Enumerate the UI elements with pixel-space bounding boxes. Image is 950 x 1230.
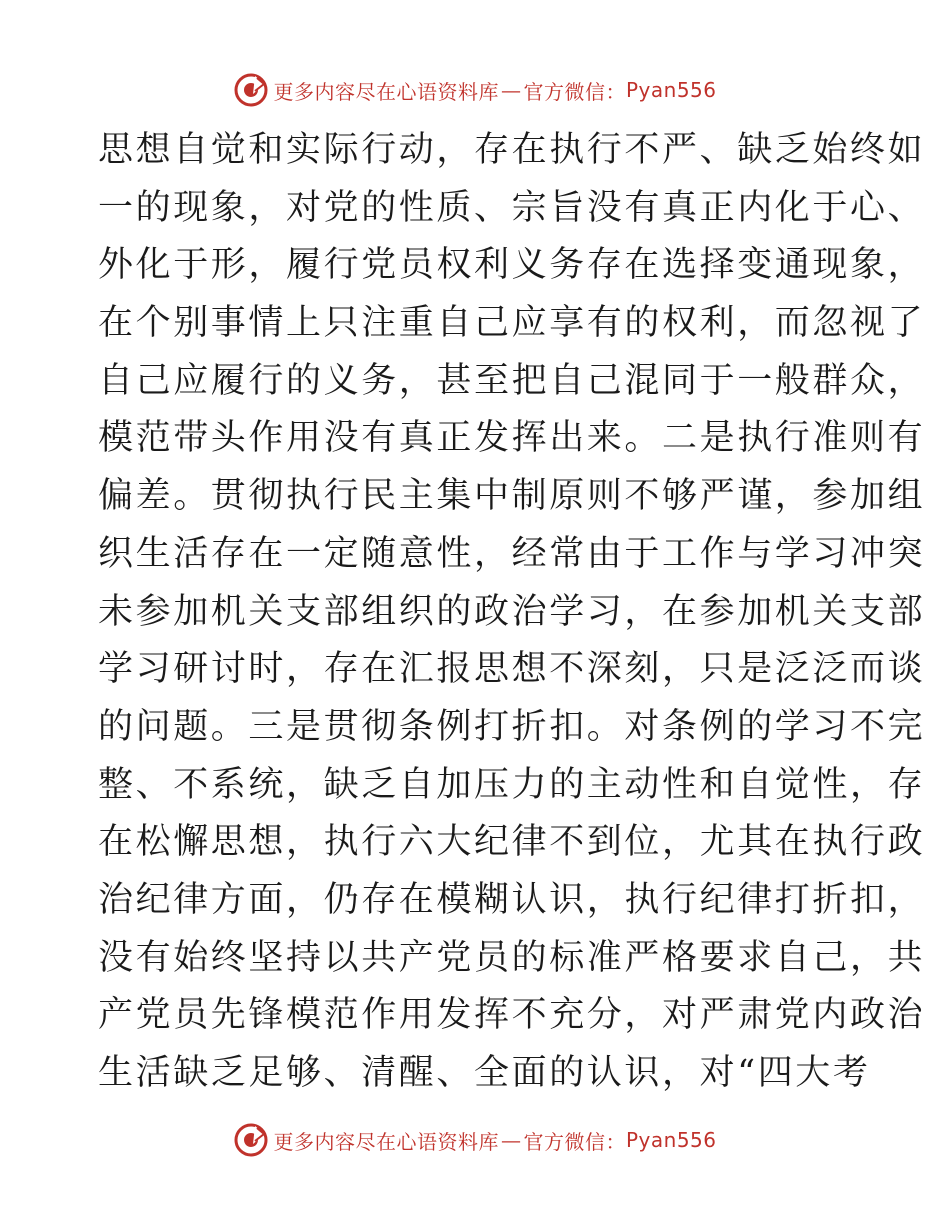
header-banner bbox=[0, 68, 950, 112]
body-line: 治纪律方面，仍存在模糊认识，执行纪律打折扣， bbox=[98, 879, 926, 920]
header-brand-text: 更多内容尽在心语资料库 bbox=[273, 79, 499, 104]
body-line: 未参加机关支部组织的政治学习，在参加机关支部 bbox=[98, 591, 926, 632]
footer-banner bbox=[0, 1118, 950, 1162]
footer-official-label: 官方微信： bbox=[523, 1129, 626, 1154]
body-line: 偏差。贯彻执行民主集中制原则不够严谨，参加组 bbox=[98, 476, 926, 517]
header-wechat-id: Pyan556 bbox=[625, 78, 717, 102]
brand-logo-icon bbox=[233, 1122, 269, 1158]
body-line: 在个别事情上只注重自己应享有的权利，而忽视了 bbox=[98, 303, 926, 344]
body-line: 思想自觉和实际行动，存在执行不严、缺乏始终如 bbox=[98, 130, 926, 170]
body-line: 模范带头作用没有真正发挥出来。二是执行准则有 bbox=[98, 418, 926, 459]
body-line: 产党员先锋模范作用发挥不充分，对严肃党内政治 bbox=[98, 995, 926, 1036]
body-line: 没有始终坚持以共产党员的标准严格要求自己，共 bbox=[98, 937, 926, 978]
body-line: 整、不系统，缺乏自加压力的主动性和自觉性，存 bbox=[98, 764, 926, 805]
body-line: 在松懈思想，执行六大纪律不到位，尤其在执行政 bbox=[98, 822, 926, 863]
footer-brand-text: 更多内容尽在心语资料库 bbox=[273, 1129, 499, 1154]
brand-logo-icon bbox=[233, 72, 269, 108]
body-line: 生活缺乏足够、清醒、全面的认识，对“四大考 bbox=[98, 1053, 871, 1093]
footer-wechat-id: Pyan556 bbox=[625, 1128, 717, 1152]
header-dash: — bbox=[500, 78, 522, 102]
footer-dash: — bbox=[500, 1128, 522, 1152]
body-line: 外化于形，履行党员权利义务存在选择变通现象， bbox=[98, 245, 926, 286]
body-line: 学习研讨时，存在汇报思想不深刻，只是泛泛而谈 bbox=[98, 649, 926, 690]
body-line: 的问题。三是贯彻条例打折扣。对条例的学习不完 bbox=[98, 706, 926, 747]
body-line: 自己应履行的义务，甚至把自己混同于一般群众， bbox=[98, 360, 926, 401]
document-body bbox=[98, 122, 926, 1103]
body-line: 织生活存在一定随意性，经常由于工作与学习冲突 bbox=[98, 533, 926, 574]
header-official-label: 官方微信： bbox=[523, 79, 626, 104]
body-line: 一的现象，对党的性质、宗旨没有真正内化于心、 bbox=[98, 187, 926, 228]
